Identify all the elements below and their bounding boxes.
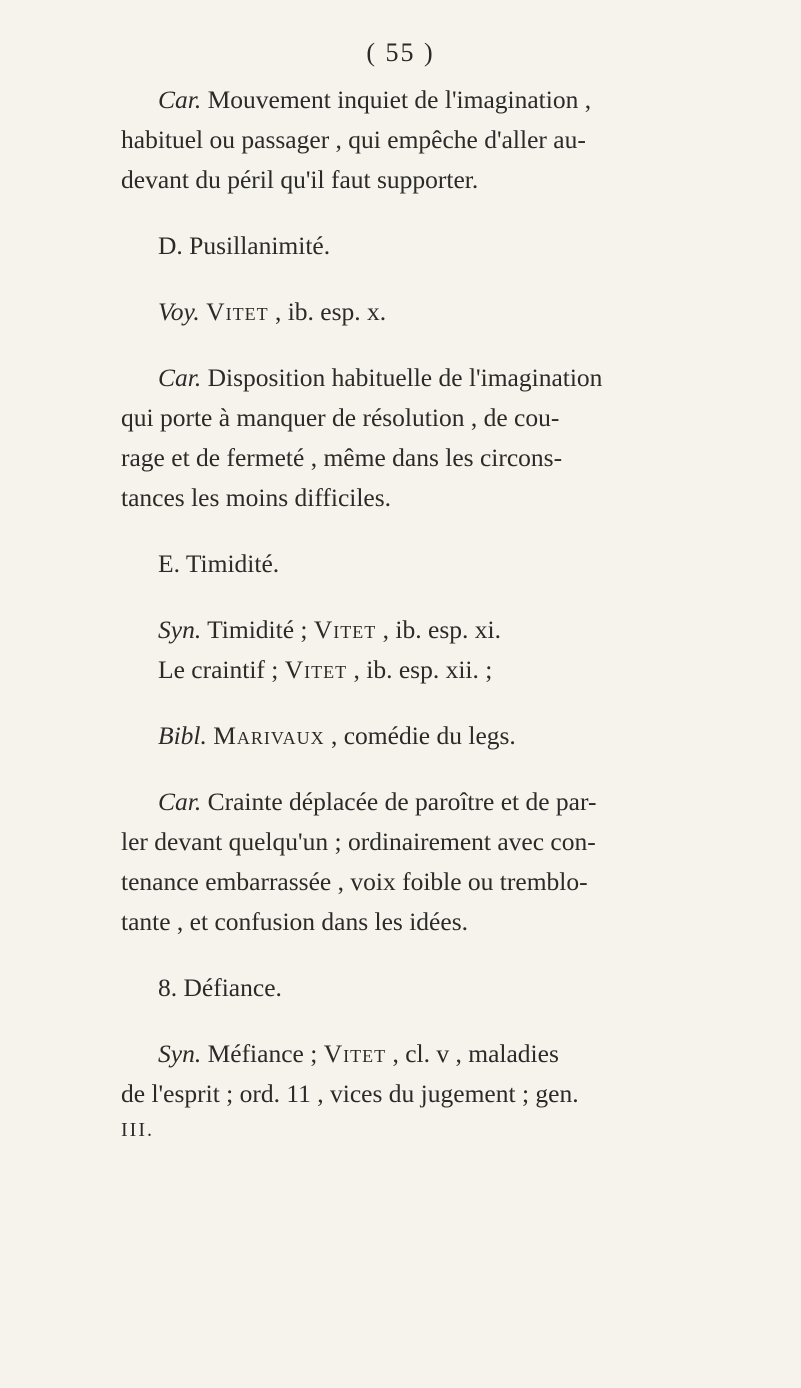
entry-text-line: rage et de fermeté , même dans les circons- [121, 443, 563, 472]
entry-text-line: III. [121, 1119, 154, 1141]
bibliography-entry [121, 716, 761, 756]
reference-text: , ib. esp. x. [274, 297, 387, 326]
entry-text-line: Mouvement inquiet de l'imagination , [207, 85, 592, 114]
section-heading: D. Pusillanimité. [158, 231, 331, 260]
synonym-entry: Syn. Méfiance ; Vitet , cl. v , maladies de l'esprit ; ord. 11 , vices du jugement ; gen. III. [121, 1034, 761, 1150]
entry-label: Car. [158, 85, 202, 114]
entry-text-line: tenance embarrassée , voix foible ou tremblo- [121, 867, 588, 896]
entry-text-line: de l'esprit ; ord. 11 , vices du jugement ; gen. [121, 1079, 579, 1108]
entry-label: Bibl. [158, 721, 207, 750]
entry-text-line: Crainte déplacée de paroître et de par- [207, 787, 597, 816]
author-name: Vitet [284, 655, 348, 684]
author-name: Marivaux [213, 721, 325, 750]
synonym-entry: Syn. Timidité ; Vitet , ib. esp. xi. Le craintif ; Vitet , ib. esp. xii. ; [158, 615, 501, 684]
entry-text-line: ler devant quelqu'un ; ordinairement avec con- [121, 827, 596, 856]
author-name: Vitet [206, 297, 269, 326]
author-name: Vitet [323, 1039, 387, 1068]
entry-text-line: habituel ou passager , qui empêche d'aller au- [121, 125, 586, 154]
reference-text: , comédie du legs. [330, 721, 516, 750]
characteristic-entry [121, 782, 761, 942]
author-name: Vitet [313, 615, 377, 644]
page-number: ( 55 ) [366, 38, 435, 67]
entry-label: Voy. [158, 297, 200, 326]
reference-entry [121, 292, 761, 332]
entry-label: Syn. [158, 615, 202, 644]
characteristic-entry [121, 358, 761, 518]
entry-text-line: tances les moins difficiles. [121, 483, 392, 512]
page-text [121, 80, 761, 1176]
section-heading: E. Timidité. [158, 549, 280, 578]
entry-text-line: tante , et confusion dans les idées. [121, 907, 468, 936]
section-heading: 8. Défiance. [158, 973, 282, 1002]
entry-text-line: Disposition habituelle de l'imagination [207, 363, 603, 392]
entry-text-line: devant du péril qu'il faut supporter. [121, 165, 479, 194]
entry-text-line: qui porte à manquer de résolution , de cou- [121, 403, 560, 432]
entry-label: Car. [158, 363, 202, 392]
entry-label: Car. [158, 787, 202, 816]
characteristic-entry [121, 80, 761, 200]
entry-label: Syn. [158, 1039, 202, 1068]
